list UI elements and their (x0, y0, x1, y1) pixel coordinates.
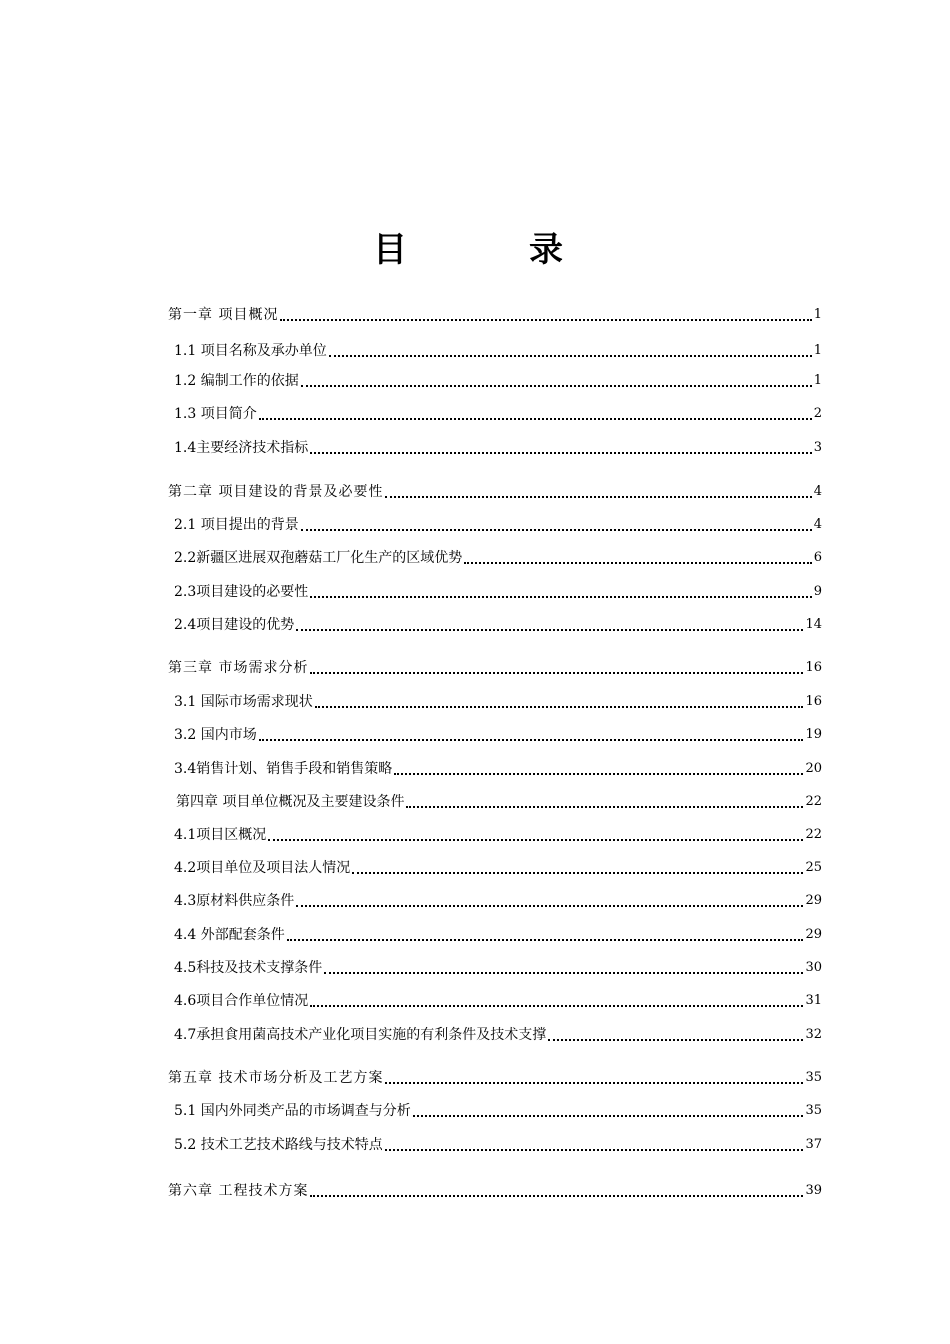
toc-entry-label: 4.1项目区概况 (174, 827, 267, 843)
toc-entry[interactable] (174, 1134, 822, 1156)
dot-leader (324, 971, 803, 974)
dot-leader (385, 495, 811, 498)
toc-entry[interactable] (174, 724, 822, 746)
toc-entry-label: 第三章 市场需求分析 (168, 660, 309, 676)
toc-entry-page-number: 29 (805, 893, 822, 908)
toc-entry-page-number: 25 (805, 860, 822, 875)
toc-entry-label: 2.1 项目提出的背景 (174, 517, 299, 533)
toc-entry-label: 4.6项目合作单位情况 (174, 993, 309, 1009)
dot-leader (301, 528, 812, 531)
toc-entry[interactable] (174, 691, 822, 713)
toc-entry-page-number: 35 (805, 1070, 822, 1085)
dot-leader (385, 1148, 804, 1151)
toc-entry-page-number: 30 (805, 960, 822, 975)
toc-entry-page-number: 4 (813, 484, 822, 499)
toc-entry[interactable] (174, 857, 822, 879)
toc-entry-label: 第五章 技术市场分析及工艺方案 (168, 1070, 384, 1086)
toc-entry-page-number: 3 (813, 440, 822, 455)
toc-entry-label: 1.3 项目简介 (174, 406, 257, 422)
toc-entry-label: 2.2新疆区进展双孢蘑菇工厂化生产的区域优势 (174, 550, 463, 566)
toc-entry-page-number: 6 (813, 550, 822, 565)
toc-entry-page-number: 14 (805, 617, 822, 632)
dot-leader (315, 705, 804, 708)
toc-entry-page-number: 37 (805, 1137, 822, 1152)
toc-entry[interactable] (174, 614, 822, 636)
toc-entry-label: 4.3原材料供应条件 (174, 893, 295, 909)
toc-entry[interactable] (174, 1024, 822, 1046)
dot-leader (329, 354, 812, 357)
dot-leader (413, 1114, 804, 1117)
toc-entry-page-number: 1 (813, 373, 822, 388)
toc-entry[interactable] (174, 340, 822, 362)
toc-entry-page-number: 32 (805, 1027, 822, 1042)
toc-entry-label: 3.1 国际市场需求现状 (174, 694, 313, 710)
toc-entry-label: 第六章 工程技术方案 (168, 1183, 309, 1199)
toc-entry-label: 4.2项目单位及项目法人情况 (174, 860, 351, 876)
toc-entry[interactable] (174, 824, 822, 846)
toc-entry-page-number: 16 (805, 660, 822, 675)
toc-entry-page-number: 16 (805, 694, 822, 709)
dot-leader (310, 1194, 803, 1197)
dot-leader (310, 451, 811, 454)
dot-leader (296, 628, 803, 631)
toc-entry[interactable] (174, 957, 822, 979)
toc-entry[interactable] (168, 657, 822, 679)
toc-entry-page-number: 35 (805, 1103, 822, 1118)
toc-title: 目 录 (373, 230, 607, 270)
dot-leader (385, 1081, 803, 1084)
toc-entry-page-number: 4 (813, 517, 822, 532)
dot-leader (259, 738, 804, 741)
dot-leader (310, 671, 803, 674)
toc-entry-page-number: 2 (813, 406, 822, 421)
toc-entry-page-number: 1 (813, 307, 822, 322)
toc-entry-page-number: 1 (813, 343, 822, 358)
toc-entry-label: 4.7承担食用菌高技术产业化项目实施的有利条件及技术支撑 (174, 1027, 547, 1043)
dot-leader (394, 772, 803, 775)
dot-leader (464, 561, 811, 564)
dot-leader (310, 595, 811, 598)
dot-leader (301, 384, 812, 387)
toc-entry-label: 3.2 国内市场 (174, 727, 257, 743)
toc-entry[interactable] (174, 514, 822, 536)
toc-entry[interactable] (174, 1100, 822, 1122)
dot-leader (280, 318, 811, 321)
dot-leader (548, 1038, 803, 1041)
toc-entry[interactable] (176, 791, 822, 813)
toc-entry-page-number: 19 (805, 727, 822, 742)
toc-entry-page-number: 22 (805, 794, 822, 809)
dot-leader (296, 904, 803, 907)
toc-entry-label: 1.1 项目名称及承办单位 (174, 343, 327, 359)
dot-leader (406, 805, 803, 808)
dot-leader (268, 838, 803, 841)
dot-leader (259, 417, 812, 420)
toc-entry-page-number: 31 (805, 993, 822, 1008)
toc-entry-page-number: 22 (805, 827, 822, 842)
toc-entry-label: 1.4主要经济技术指标 (174, 440, 309, 456)
toc-entry[interactable] (168, 1067, 822, 1089)
toc-entry[interactable] (174, 370, 822, 392)
toc-entry[interactable] (174, 547, 822, 569)
dot-leader (310, 1004, 803, 1007)
toc-entry[interactable] (174, 890, 822, 912)
toc-entry-label: 第四章 项目单位概况及主要建设条件 (176, 794, 405, 810)
toc-entry-page-number: 39 (805, 1183, 822, 1198)
toc-entry-label: 第二章 项目建设的背景及必要性 (168, 484, 384, 500)
toc-entry-label: 5.2 技术工艺技术路线与技术特点 (174, 1137, 383, 1153)
toc-entry[interactable] (174, 437, 822, 459)
toc-entry-label: 3.4销售计划、销售手段和销售策略 (174, 761, 393, 777)
toc-entry-label: 2.3项目建设的必要性 (174, 584, 309, 600)
toc-entry[interactable] (168, 481, 822, 503)
dot-leader (352, 871, 803, 874)
toc-entry-label: 4.4 外部配套条件 (174, 927, 285, 943)
toc-entry-label: 第一章 项目概况 (168, 307, 279, 323)
toc-entry-label: 5.1 国内外同类产品的市场调查与分析 (174, 1103, 411, 1119)
toc-entry[interactable] (168, 304, 822, 326)
toc-entry-label: 4.5科技及技术支撑条件 (174, 960, 323, 976)
toc-entry-page-number: 9 (813, 584, 822, 599)
toc-entry[interactable] (174, 581, 822, 603)
toc-entry[interactable] (174, 403, 822, 425)
toc-entry-label: 1.2 编制工作的依据 (174, 373, 299, 389)
toc-entry[interactable] (168, 1180, 822, 1202)
toc-entry[interactable] (174, 758, 822, 780)
toc-entry-page-number: 29 (805, 927, 822, 942)
dot-leader (287, 938, 804, 941)
toc-entry[interactable] (174, 924, 822, 946)
toc-entry-label: 2.4项目建设的优势 (174, 617, 295, 633)
toc-entry-page-number: 20 (805, 761, 822, 776)
toc-entry[interactable] (174, 990, 822, 1012)
